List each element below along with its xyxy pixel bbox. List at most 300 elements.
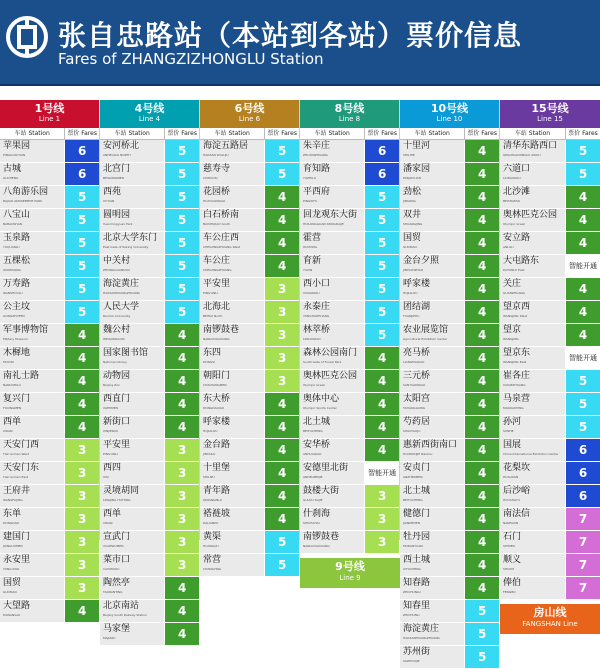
station-name: 望京东 — [503, 348, 531, 358]
station-name: 朝阳门 — [203, 371, 231, 381]
table-row — [200, 393, 299, 416]
table-row — [300, 416, 399, 439]
table-row — [200, 278, 299, 301]
station-name-en: BEIGONGMEN — [103, 176, 124, 180]
line-name: 8号线 — [334, 102, 365, 115]
station-cell — [100, 485, 165, 507]
station-name: 永泰庄 — [303, 302, 331, 312]
fare-badge: 4 — [465, 393, 499, 415]
station-name: 南锣鼓巷 — [203, 325, 240, 335]
table-row — [0, 163, 99, 186]
station-cell — [300, 370, 365, 392]
table-row — [400, 554, 499, 577]
table-row — [100, 623, 199, 646]
station-cell — [200, 278, 265, 300]
fare-badge: 6 — [65, 140, 99, 162]
table-row — [400, 462, 499, 485]
station-name: 关庄 — [503, 279, 522, 289]
station-cell — [400, 623, 465, 645]
station-name-en: Olympic Green — [503, 222, 526, 226]
page-title: 张自忠路站（本站到各站）票价信息 — [58, 19, 523, 52]
table-row — [400, 439, 499, 462]
station-cell — [300, 462, 365, 484]
station-name-en: CAISHIKOU — [103, 567, 120, 571]
station-name-en: JINTAIXIZHAO — [403, 268, 424, 272]
station-cell — [200, 531, 265, 553]
station-name: 奥体中心 — [303, 394, 340, 404]
header-gap — [0, 88, 600, 100]
table-row — [100, 209, 199, 232]
station-cell — [500, 508, 566, 530]
station-name-en: WANGJING — [503, 337, 519, 341]
fare-badge: 5 — [365, 278, 399, 300]
station-name: 安贞门 — [403, 463, 431, 473]
fare-badge: 5 — [165, 255, 199, 277]
station-cell — [200, 255, 265, 277]
fare-badge: 4 — [566, 301, 600, 323]
table-row — [500, 370, 600, 393]
fare-badge: 3 — [65, 554, 99, 576]
table-row — [300, 347, 399, 370]
station-name-en: TAORANTING — [103, 590, 123, 594]
station-name-en: GULOU DAJIE — [303, 498, 323, 502]
station-cell — [400, 531, 465, 553]
station-name-en: Olympic Green — [303, 383, 326, 387]
table-row — [500, 255, 600, 278]
station-cell — [0, 485, 65, 507]
table-row — [500, 163, 600, 186]
station-name-en: GONGZHUFEN — [3, 314, 25, 318]
table-row — [0, 577, 99, 600]
table-row — [100, 508, 199, 531]
fare-badge: 4 — [566, 232, 600, 254]
station-name-en: ANDELIBEIJIE — [303, 475, 323, 479]
station-name: 五棵松 — [3, 256, 31, 266]
station-name: 潘家园 — [403, 164, 431, 174]
station-name: 后沙峪 — [503, 486, 531, 496]
station-name: 马泉营 — [503, 394, 531, 404]
fare-badge: 5 — [365, 186, 399, 208]
station-name-en: WANGJING West — [503, 314, 528, 318]
station-cell — [300, 278, 365, 300]
station-name: 西单 — [103, 509, 122, 519]
station-cell — [100, 600, 165, 622]
station-cell — [300, 393, 365, 415]
station-cell — [0, 370, 65, 392]
fare-badge: 4 — [465, 508, 499, 530]
station-cell — [500, 140, 566, 162]
station-name-en: Military Museum — [3, 337, 28, 341]
station-cell — [300, 209, 365, 231]
station-cell — [200, 209, 265, 231]
table-row — [0, 508, 99, 531]
station-name: 西土城 — [403, 555, 431, 565]
fare-badge: 5 — [265, 554, 299, 576]
table-row — [0, 439, 99, 462]
table-row — [200, 209, 299, 232]
station-name: 大望路 — [3, 601, 31, 611]
station-cell — [200, 163, 265, 185]
station-name: 望京 — [503, 325, 522, 335]
table-row — [100, 186, 199, 209]
fare-badge: 4 — [465, 278, 499, 300]
station-name-en: HAIDIANHUANGZHUANG — [403, 636, 440, 640]
fare-badge: 5 — [365, 232, 399, 254]
fare-badge: 3 — [165, 508, 199, 530]
line-name-en: Line 6 — [238, 115, 261, 123]
station-name-en: SHILIPU — [203, 475, 215, 479]
station-name: 东四 — [203, 348, 222, 358]
fare-badge: 5 — [566, 393, 600, 415]
fare-badge: 3 — [365, 485, 399, 507]
fare-badge: 5 — [365, 209, 399, 231]
station-name-en: FENGBO — [503, 590, 516, 594]
station-name: 西单 — [3, 417, 22, 427]
fare-badge: 3 — [265, 278, 299, 300]
station-cell — [0, 577, 65, 599]
station-name: 八角游乐园 — [3, 187, 49, 197]
station-name: 牡丹园 — [403, 532, 431, 542]
table-row — [100, 393, 199, 416]
station-cell — [300, 186, 365, 208]
table-row — [500, 439, 600, 462]
station-name-en: LINCUIQIAO — [303, 337, 321, 341]
fare-badge: 3 — [65, 462, 99, 484]
station-name: 农业展览馆 — [403, 325, 449, 335]
line-column — [0, 100, 100, 618]
station-name-en: ZHUXINZHUANG — [303, 153, 328, 157]
fare-badge: 3 — [165, 462, 199, 484]
station-name: 俸伯 — [503, 578, 522, 588]
station-cell — [0, 163, 65, 185]
station-name: 健德门 — [403, 509, 431, 519]
station-name: 军事博物馆 — [3, 325, 49, 335]
station-name-en: ZHONGGUANCUN — [103, 268, 130, 272]
station-name: 呼家楼 — [203, 417, 231, 427]
sub-line-name: 9号线 — [335, 560, 365, 573]
station-name-en: PINGGUOYUAN — [3, 153, 26, 157]
station-cell — [500, 462, 566, 484]
station-name-en: PANJIAYUAN — [403, 176, 421, 180]
sub-line-name: 房山线 — [533, 606, 567, 619]
station-name-en: JIANDEMEN — [403, 521, 420, 525]
station-name-en: LINGJING HUTONG — [103, 498, 131, 502]
station-name-en: CHAOYANGMEN — [203, 383, 227, 387]
table-row — [400, 485, 499, 508]
table-row — [300, 255, 399, 278]
station-cell — [0, 209, 65, 231]
fare-badge: 4 — [365, 439, 399, 461]
station-name-en: ANZHENMEN — [403, 475, 423, 479]
table-row — [0, 485, 99, 508]
station-name-en: HUILONGGUAN DONGDAJIE — [303, 222, 344, 226]
table-row — [400, 347, 499, 370]
column-header — [100, 128, 199, 140]
station-cell — [300, 163, 365, 185]
table-row — [0, 232, 99, 255]
line-header — [500, 100, 600, 128]
station-name-en: SHIMEN — [503, 544, 515, 548]
line-name-en: Line 4 — [138, 115, 161, 123]
table-row — [200, 462, 299, 485]
fare-badge: 4 — [365, 347, 399, 369]
station-cell — [0, 278, 65, 300]
station-cell — [0, 462, 65, 484]
fare-badge: 4 — [365, 393, 399, 415]
column-header — [300, 128, 399, 140]
station-name: 林萃桥 — [303, 325, 331, 335]
table-row — [400, 370, 499, 393]
station-name: 劲松 — [403, 187, 422, 197]
station-cell — [300, 485, 365, 507]
station-cell — [100, 301, 165, 323]
station-name: 育新 — [303, 256, 322, 266]
station-name-en: WANGJING East — [503, 360, 527, 364]
station-cell — [500, 347, 566, 369]
station-name-en: XIZHIMEN — [103, 406, 118, 410]
station-cell — [500, 485, 566, 507]
station-name-en: Olympic Sports Center — [303, 406, 337, 410]
station-name: 八宝山 — [3, 210, 31, 220]
fare-badge: 4 — [465, 255, 499, 277]
station-name-en: XIDAN — [103, 521, 113, 525]
station-name-en: East Gate of Peking University — [103, 245, 149, 249]
station-name: 奥林匹克公园 — [503, 210, 558, 220]
station-cell — [200, 416, 265, 438]
table-row — [100, 416, 199, 439]
fare-badge: 5 — [365, 324, 399, 346]
fare-badge: 4 — [65, 324, 99, 346]
line-name: 4号线 — [134, 102, 165, 115]
station-cell — [400, 163, 465, 185]
station-column-header: 车站 Station — [0, 128, 65, 139]
fare-badge: 5 — [465, 600, 499, 622]
station-name: 海淀五路居 — [203, 141, 249, 151]
station-name-en: QINGNIANLU — [203, 498, 222, 502]
sub-line-name-en: Line 9 — [339, 574, 361, 582]
station-name-en: SHAOYAOJU — [403, 429, 421, 433]
station-cell — [400, 278, 465, 300]
table-row — [300, 324, 399, 347]
fare-badge: 3 — [165, 485, 199, 507]
station-cell — [500, 370, 566, 392]
fare-badge: 3 — [165, 554, 199, 576]
station-cell — [100, 140, 165, 162]
station-cell — [300, 324, 365, 346]
table-row — [500, 416, 600, 439]
station-name-en: NANLUOGUXIANG — [203, 337, 230, 341]
table-row — [300, 393, 399, 416]
fare-badge: 5 — [65, 255, 99, 277]
station-cell — [300, 508, 365, 530]
table-row — [100, 347, 199, 370]
station-name-en: XIDAN — [3, 429, 13, 433]
fare-badge: 4 — [566, 324, 600, 346]
fare-badge: 4 — [165, 324, 199, 346]
fare-badge: 4 — [65, 370, 99, 392]
station-name-en: South Gate of Forest Park — [303, 360, 342, 364]
table-row — [0, 554, 99, 577]
station-name: 南法信 — [503, 509, 531, 519]
fare-badge: 6 — [365, 163, 399, 185]
station-name-en: QINGHUADONGLU XIKOU — [503, 153, 541, 157]
station-cell — [500, 577, 566, 599]
line-name-en: Line 8 — [338, 115, 361, 123]
page-subtitle: Fares of ZHANGZIZHONGLU Station — [58, 50, 324, 68]
sub-line-header — [500, 604, 600, 634]
fare-badge: 4 — [265, 462, 299, 484]
station-name: 黄渠 — [203, 532, 222, 542]
fare-badge: 7 — [566, 508, 600, 530]
table-row — [100, 462, 199, 485]
station-name: 什刹海 — [303, 509, 331, 519]
station-name: 常营 — [203, 555, 222, 565]
fare-badge: 4 — [165, 347, 199, 369]
station-cell — [500, 393, 566, 415]
station-name: 北京南站 — [103, 601, 140, 611]
station-name-en: MUXIDI — [3, 360, 14, 364]
column-header — [400, 128, 499, 140]
station-cell — [0, 324, 65, 346]
station-column-header: 车站 Station — [500, 128, 566, 139]
table-row — [300, 485, 399, 508]
station-name-en: ANHEQIAO NORTH — [103, 153, 131, 157]
table-row — [100, 232, 199, 255]
fare-badge: 5 — [65, 278, 99, 300]
table-row — [400, 508, 499, 531]
station-name-en: Agricultural Exhibition Center — [403, 337, 448, 341]
table-row — [500, 485, 600, 508]
line-column — [300, 100, 400, 582]
table-row — [0, 186, 99, 209]
station-name-en: ANHUAQIAO — [303, 452, 322, 456]
table-row — [200, 324, 299, 347]
station-name: 芍药居 — [403, 417, 431, 427]
station-cell — [400, 209, 465, 231]
station-name: 木樨地 — [3, 348, 31, 358]
station-cell — [500, 255, 566, 277]
fare-column-header: 票价 Fares — [67, 130, 97, 137]
table-row — [100, 255, 199, 278]
station-cell — [200, 347, 265, 369]
table-row — [400, 531, 499, 554]
station-name-en: CHEGONGZHUANG West — [203, 245, 240, 249]
line-header — [0, 100, 99, 128]
table-row — [300, 508, 399, 531]
station-cell — [400, 140, 465, 162]
station-cell — [0, 347, 65, 369]
line-name: 15号线 — [531, 102, 569, 115]
station-name-en: MUDANYUAN — [403, 544, 423, 548]
table-row — [300, 278, 399, 301]
line-header — [300, 100, 399, 128]
station-name: 团结湖 — [403, 302, 431, 312]
station-name: 知春路 — [403, 578, 431, 588]
fare-badge: 3 — [65, 577, 99, 599]
fare-badge: 3 — [265, 370, 299, 392]
station-name: 育知路 — [303, 164, 331, 174]
station-name: 青年路 — [203, 486, 231, 496]
station-cell — [300, 416, 365, 438]
line-name: 1号线 — [34, 102, 65, 115]
station-cell — [400, 646, 465, 668]
table-row — [400, 163, 499, 186]
station-name: 安华桥 — [303, 440, 331, 450]
station-cell — [400, 600, 465, 622]
station-cell — [400, 462, 465, 484]
station-name: 新街口 — [103, 417, 131, 427]
station-name-en: HUANGQU — [203, 544, 219, 548]
station-cell — [100, 186, 165, 208]
station-name: 海淀黄庄 — [403, 624, 440, 634]
table-row — [100, 531, 199, 554]
station-cell — [400, 554, 465, 576]
column-header — [0, 128, 99, 140]
table-row — [400, 232, 499, 255]
table-row — [200, 301, 299, 324]
station-cell — [0, 416, 65, 438]
station-name: 国贸 — [3, 578, 22, 588]
fare-column-header: 票价 Fares — [267, 130, 297, 137]
station-name: 永安里 — [3, 555, 31, 565]
table-row — [500, 140, 600, 163]
table-row — [500, 347, 600, 370]
station-cell — [100, 531, 165, 553]
station-name-en: DAWANGLU — [3, 613, 21, 617]
line-name-en: Line 1 — [38, 115, 61, 123]
fare-badge: 智能开通 — [566, 255, 600, 277]
fare-badge: 3 — [165, 439, 199, 461]
station-name-en: JINSONG — [403, 199, 416, 203]
station-name: 双井 — [403, 210, 422, 220]
fare-badge: 6 — [566, 439, 600, 461]
fare-badge: 3 — [265, 301, 299, 323]
station-name-en: PING'ANLI — [203, 291, 218, 295]
station-cell — [400, 370, 465, 392]
column-header — [500, 128, 600, 140]
station-cell — [400, 347, 465, 369]
station-cell — [200, 301, 265, 323]
table-row — [300, 163, 399, 186]
station-cell — [300, 232, 365, 254]
table-row — [300, 186, 399, 209]
station-cell — [200, 508, 265, 530]
fare-badge: 4 — [465, 186, 499, 208]
station-cell — [200, 324, 265, 346]
table-row — [400, 393, 499, 416]
table-row — [200, 163, 299, 186]
station-name-en: YUXIN — [303, 268, 313, 272]
station-name: 平西府 — [303, 187, 331, 197]
fare-badge: 6 — [566, 462, 600, 484]
station-name-en: PINGXIFU — [303, 199, 318, 203]
station-name: 国展 — [503, 440, 522, 450]
station-name-en: CHANGYING — [203, 567, 222, 571]
station-name: 北沙滩 — [503, 187, 531, 197]
table-row — [0, 209, 99, 232]
table-row — [100, 301, 199, 324]
station-name: 苹果园 — [3, 141, 31, 151]
station-name: 呼家楼 — [403, 279, 431, 289]
fare-badge: 5 — [65, 209, 99, 231]
station-name: 石门 — [503, 532, 522, 542]
table-row — [400, 278, 499, 301]
station-name-en: CHEGONGZHUANG — [203, 268, 232, 272]
station-cell — [200, 554, 265, 576]
station-cell — [500, 163, 566, 185]
station-name-en: ZHICHUNLU — [403, 590, 421, 594]
station-name-en: NANFAXIN — [503, 521, 519, 525]
